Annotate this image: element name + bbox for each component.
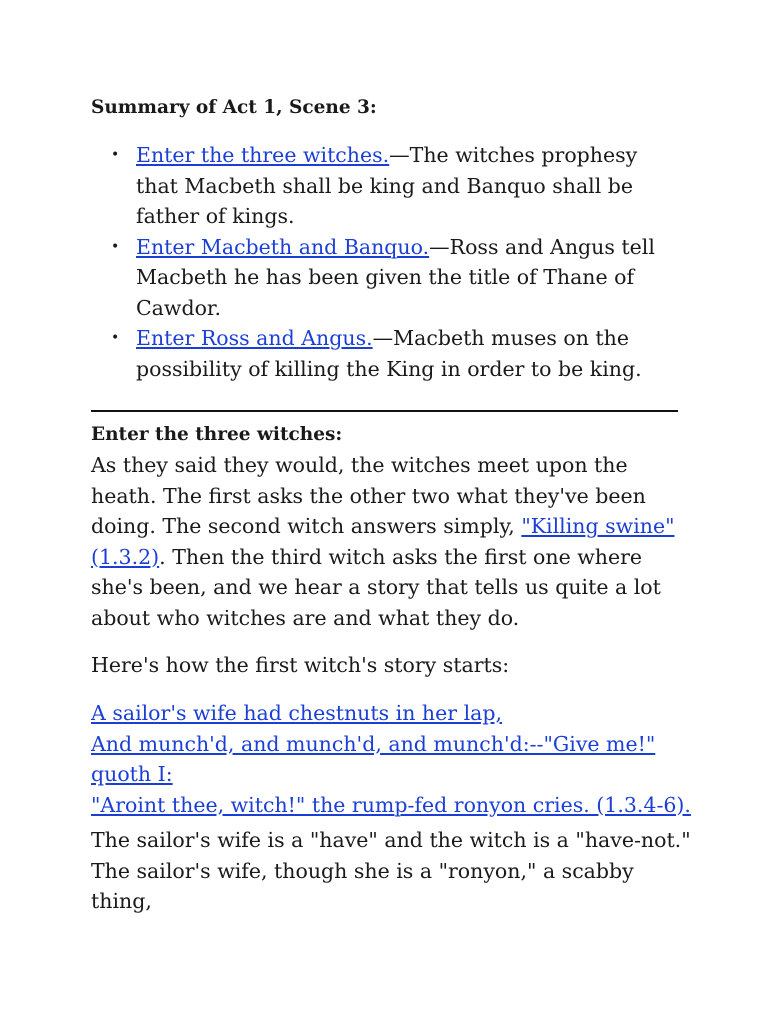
list-item [91,140,671,232]
paragraph-intro [91,450,691,633]
paragraph-story-start: Here's how the first witch's story starts: [91,653,510,677]
list-item [91,323,671,384]
summary-heading: Summary of Act 1, Scene 3: [91,97,377,118]
list-item-text: —The witches prophesy that Macbeth shall be king and Banquo shall be father of kings. [136,143,638,228]
list-item-text: —Macbeth muses on the possibility of killing the King in order to be king. [136,326,642,381]
quote-line-link[interactable]: And munch'd, and munch'd, and munch'd:--"Give me!" [91,731,656,756]
bullet-icon: • [111,147,120,163]
summary-list [91,140,671,384]
link-enter-macbeth-banquo[interactable]: Enter Macbeth and Banquo. [136,234,430,259]
quote-block [91,698,691,820]
quote-line-link[interactable]: A sailor's wife had chestnuts in her lap, [91,701,502,725]
bullet-icon: • [111,238,120,255]
link-enter-three-witches[interactable]: Enter the three witches. [136,143,390,167]
paragraph-text: As they said they would, the witches meet upon the heath. The first asks the other two what they've been doing. The second witch answers simply, [91,453,646,538]
bullet-icon: • [111,330,120,346]
quote-line-link[interactable]: quoth I: [91,762,173,786]
section-title: Enter the three witches: [91,424,343,445]
horizontal-rule [91,410,678,412]
list-item [91,232,671,324]
quote-line-link[interactable]: "Aroint thee, witch!" the rump-fed ronyon cries. (1.3.4-6). [91,792,691,817]
link-enter-ross-angus[interactable]: Enter Ross and Angus. [136,326,373,350]
list-item-text: —Ross and Angus tell Macbeth he has been given the title of Thane of Cawdor. [136,234,655,320]
paragraph-text: . Then the third witch asks the first one where she's been, and we hear a story that tells us quite a lot about who witches are and what they do. [91,544,661,630]
link-killing-swine[interactable]: "Killing swine" (1.3.2) [91,514,675,569]
paragraph-have-not: The sailor's wife is a "have" and the witch is a "have-not." The sailor's wife, though she is a "ronyon," a scabby thing, [91,828,691,913]
